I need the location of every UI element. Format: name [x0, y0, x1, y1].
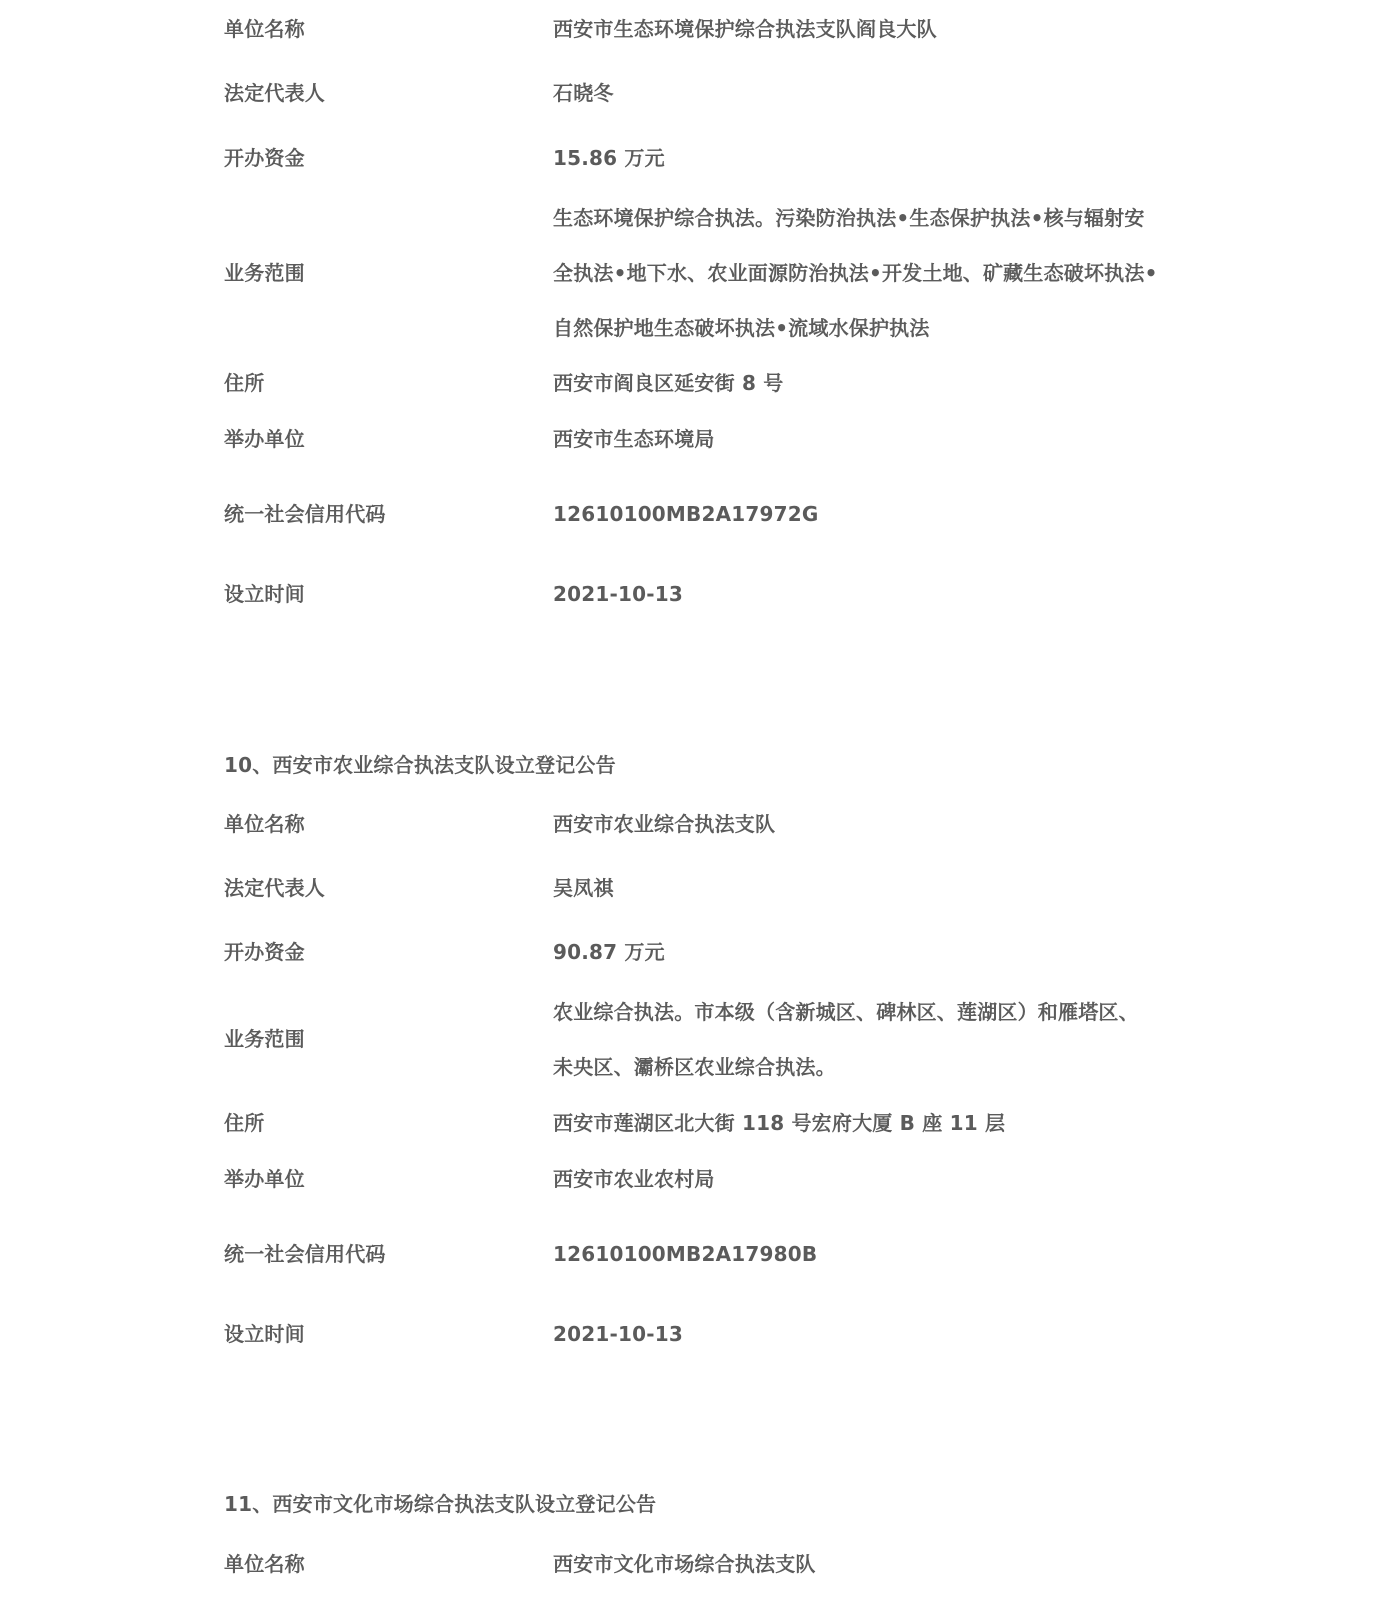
label-unit-name: 单位名称: [224, 17, 305, 41]
value-scope-line-2: 全执法•地下水、农业面源防治执法•开发土地、矿藏生态破坏执法•: [553, 261, 1158, 285]
value-scope-line-1: 农业综合执法。市本级（含新城区、碑林区、莲湖区）和雁塔区、: [553, 1000, 1139, 1024]
value-scope-line-2: 未央区、灞桥区农业综合执法。: [553, 1055, 836, 1079]
value-unit-name: 西安市生态环境保护综合执法支队阎良大队: [553, 17, 937, 41]
value-unit-name: 西安市文化市场综合执法支队: [553, 1552, 816, 1576]
label-established: 设立时间: [224, 1322, 305, 1346]
label-scope: 业务范围: [224, 261, 305, 285]
section-heading: 10、西安市农业综合执法支队设立登记公告: [224, 753, 616, 777]
label-scope: 业务范围: [224, 1027, 305, 1051]
value-funds: 90.87 万元: [553, 940, 665, 964]
value-address: 西安市阎良区延安街 8 号: [553, 371, 784, 395]
value-established: 2021-10-13: [553, 582, 683, 606]
value-legal-rep: 吴凤祺: [553, 876, 614, 900]
value-scope-line-3: 自然保护地生态破坏执法•流域水保护执法: [553, 316, 930, 340]
label-address: 住所: [224, 1111, 265, 1135]
label-address: 住所: [224, 371, 265, 395]
value-funds: 15.86 万元: [553, 146, 665, 170]
label-credit-code: 统一社会信用代码: [224, 1242, 386, 1266]
label-established: 设立时间: [224, 582, 305, 606]
label-unit-name: 单位名称: [224, 812, 305, 836]
value-credit-code: 12610100MB2A17972G: [553, 502, 819, 526]
label-sponsor: 举办单位: [224, 1167, 305, 1191]
label-legal-rep: 法定代表人: [224, 81, 325, 105]
value-address: 西安市莲湖区北大街 118 号宏府大厦 B 座 11 层: [553, 1111, 1006, 1135]
label-legal-rep: 法定代表人: [224, 876, 325, 900]
value-legal-rep: 石晓冬: [553, 81, 614, 105]
value-sponsor: 西安市生态环境局: [553, 427, 715, 451]
label-funds: 开办资金: [224, 940, 305, 964]
label-funds: 开办资金: [224, 146, 305, 170]
label-unit-name: 单位名称: [224, 1552, 305, 1576]
value-credit-code: 12610100MB2A17980B: [553, 1242, 818, 1266]
value-unit-name: 西安市农业综合执法支队: [553, 812, 776, 836]
label-credit-code: 统一社会信用代码: [224, 502, 386, 526]
value-established: 2021-10-13: [553, 1322, 683, 1346]
value-sponsor: 西安市农业农村局: [553, 1167, 715, 1191]
label-sponsor: 举办单位: [224, 427, 305, 451]
value-scope-line-1: 生态环境保护综合执法。污染防治执法•生态保护执法•核与辐射安: [553, 206, 1145, 230]
section-heading: 11、西安市文化市场综合执法支队设立登记公告: [224, 1492, 657, 1516]
